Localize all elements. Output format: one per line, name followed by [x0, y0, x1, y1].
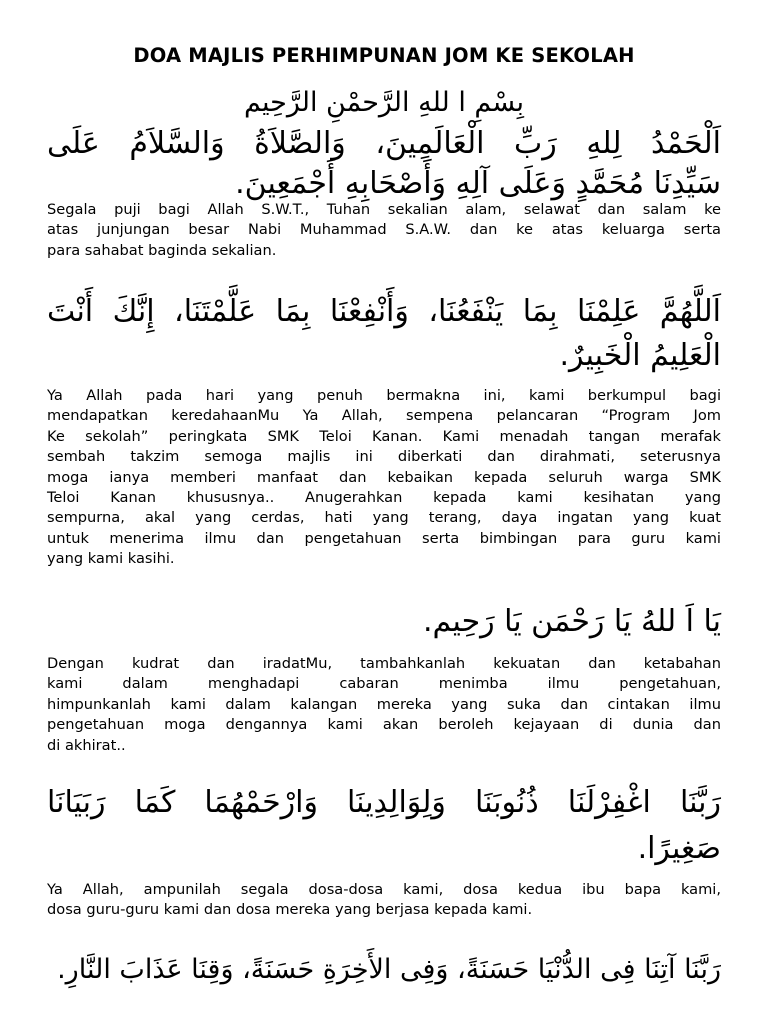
- dua-2-arabic: [47, 600, 721, 644]
- dua-1-translation-line-6: Teloi Kanan khususnya.. Anugerahkan kepada kami kesihatan yang: [47, 489, 721, 507]
- dua-2-translation-line-2: kami dalam menghadapi cabaran menimba ilmu pengetahuan,: [47, 675, 721, 693]
- dua-3-arabic-line-2: صَغِيرًا.: [637, 831, 721, 866]
- opening-translation: [47, 200, 721, 261]
- document-page: [47, 0, 721, 1024]
- dua-1-arabic-line-1: اَللَّهُمَّ عَلِمْنَا بِمَا يَنْفَعُنَا، وَأَنْفِعْنَا بِمَا عَلَّمْتَنَا، إِنَّكَ أَنْتَ: [47, 294, 721, 329]
- basmalah-line: بِسْمِ ا للهِ الرَّحمْنِ الرَّحِيم: [244, 87, 524, 118]
- opening-translation-line-1: Segala puji bagi Allah S.W.T., Tuhan sekalian alam, selawat dan salam ke: [47, 201, 721, 218]
- dua-1-arabic: [47, 290, 721, 378]
- document-title: DOA MAJLIS PERHIMPUNAN JOM KE SEKOLAH: [133, 44, 635, 67]
- dua-2-translation-line-3: himpunkanlah kami dalam kalangan mereka yang suka dan cintakan ilmu: [47, 695, 721, 713]
- opening-translation-line-3: para sahabat baginda sekalian.: [47, 241, 277, 259]
- dua-3-translation-line-1: Ya Allah, ampunilah segala dosa-dosa kami, dosa kedua ibu bapa kami,: [47, 881, 721, 898]
- dua-2-translation: [47, 654, 721, 756]
- opening-arabic: [47, 124, 721, 204]
- dua-1-translation-line-2: mendapatkan keredahaanMu Ya Allah, sempena pelancaran “Program Jom: [47, 407, 721, 425]
- dua-2-translation-line-5: di akhirat..: [47, 736, 126, 754]
- dua-1-arabic-line-2: الْعَلِيمُ الْخَبِيرٌ.: [559, 338, 721, 373]
- dua-2-translation-line-4: pengetahuan moga dengannya kami akan beroleh kejayaan di dunia dan: [47, 716, 721, 734]
- dua-1-translation-line-5: moga ianya memberi manfaat dan kebaikan kepada seluruh warga SMK: [47, 468, 721, 486]
- closing-arabic-line: رَبَّنَا آتِنَا فِى الدُّنْيَا حَسَنَةً، وَفِى الأَخِرَةِ حَسَنَةً، وَقِنَا عَذَابَ النَّارِ.: [57, 954, 721, 985]
- basmalah: [47, 84, 721, 122]
- dua-1-translation-line-9: yang kami kasihi.: [47, 550, 175, 568]
- dua-3-arabic: [47, 780, 721, 872]
- dua-3-translation-line-2: dosa guru-guru kami dan dosa mereka yang berjasa kepada kami.: [47, 901, 533, 919]
- dua-1-translation-line-1: Ya Allah pada hari yang penuh bermakna ini, kami berkumpul bagi: [47, 387, 721, 404]
- dua-3-translation: [47, 880, 721, 921]
- dua-1-translation-line-4: sembah takzim semoga majlis ini diberkati dan dirahmati, seterusnya: [47, 448, 721, 466]
- dua-1-translation-line-7: sempurna, akal yang cerdas, hati yang terang, daya ingatan yang kuat: [47, 509, 721, 527]
- opening-arabic-line-1: اَلْحَمْدُ لِلهِ رَبِّ الْعَالَمِينَ، وَالصَّلاَةُ وَالسَّلاَمُ عَلَى: [47, 126, 721, 161]
- opening-arabic-line-2: سَيِّدِنَا مُحَمَّدٍ وَعَلَى آلِهِ وَأَصْحَابِهِ أَجْمَعِينَ.: [235, 166, 721, 201]
- dua-1-translation-line-8: untuk menerima ilmu dan pengetahuan serta bimbingan para guru kami: [47, 529, 721, 547]
- dua-2-arabic-line: يَا اَ للهُ يَا رَحْمَن يَا رَحِيم.: [423, 604, 721, 639]
- closing-arabic: [47, 948, 721, 992]
- dua-3-arabic-line-1: رَبَّنَا اغْفِرْلَنَا ذُنُوبَنَا وَلِوَالِدِينَا وَارْحَمْهُمَا كَمَا رَبَيَانَا: [47, 785, 721, 820]
- opening-translation-line-2: atas junjungan besar Nabi Muhammad S.A.W. dan ke atas keluarga serta: [47, 221, 721, 239]
- dua-1-translation: [47, 386, 721, 570]
- dua-1-translation-line-3: Ke sekolah” peringkata SMK Teloi Kanan. Kami menadah tangan merafak: [47, 427, 721, 445]
- dua-2-translation-line-1: Dengan kudrat dan iradatMu, tambahkanlah kekuatan dan ketabahan: [47, 655, 721, 672]
